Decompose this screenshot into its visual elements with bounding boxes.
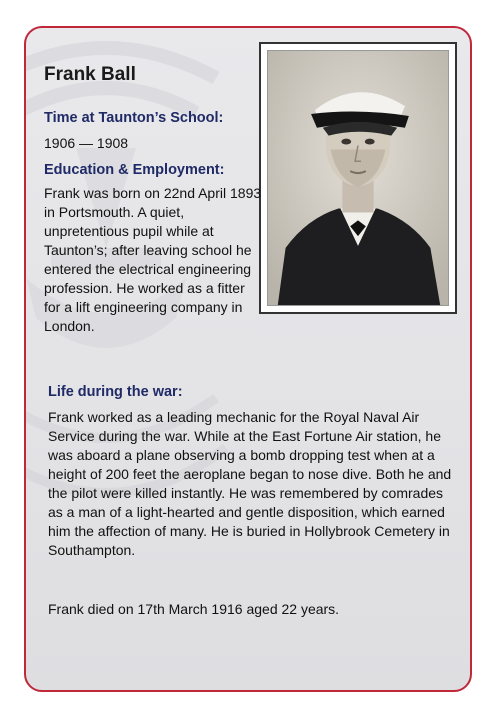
war-heading: Life during the war: bbox=[48, 384, 183, 400]
education-heading: Education & Employment: bbox=[44, 162, 225, 178]
war-text: Frank worked as a leading mechanic for the Royal Naval Air Service during the war. While at the East Fortune Air station, he was aboard a plane observing a bomb dropping test when at a height of 200 feet the aeroplane began to nose dive. Both he and the pilot were killed instantly. He was remembered by comrades as a man of a light-hearted and gentle disposition, which earned him the affection of many. He is buried in Hollybrook Cemetery in Southampton. bbox=[48, 409, 452, 558]
time-at-school-heading: Time at Taunton’s School: bbox=[44, 110, 224, 126]
sailor-portrait-image bbox=[268, 51, 448, 305]
death-text: Frank died on 17th March 1916 aged 22 years. bbox=[48, 601, 340, 617]
portrait-frame bbox=[259, 42, 457, 314]
education-text: Frank was born on 22nd April 1893 in Portsmouth. A quiet, unpretentious pupil while at Taunton’s; after leaving school he entered the electrical engineering profession. He worked as a fitter for a lift engineering company in London. bbox=[44, 185, 262, 334]
profile-card bbox=[24, 26, 472, 692]
person-name: Frank Ball bbox=[44, 64, 136, 85]
portrait-photo bbox=[267, 50, 449, 306]
school-years: 1906 — 1908 bbox=[44, 135, 129, 151]
